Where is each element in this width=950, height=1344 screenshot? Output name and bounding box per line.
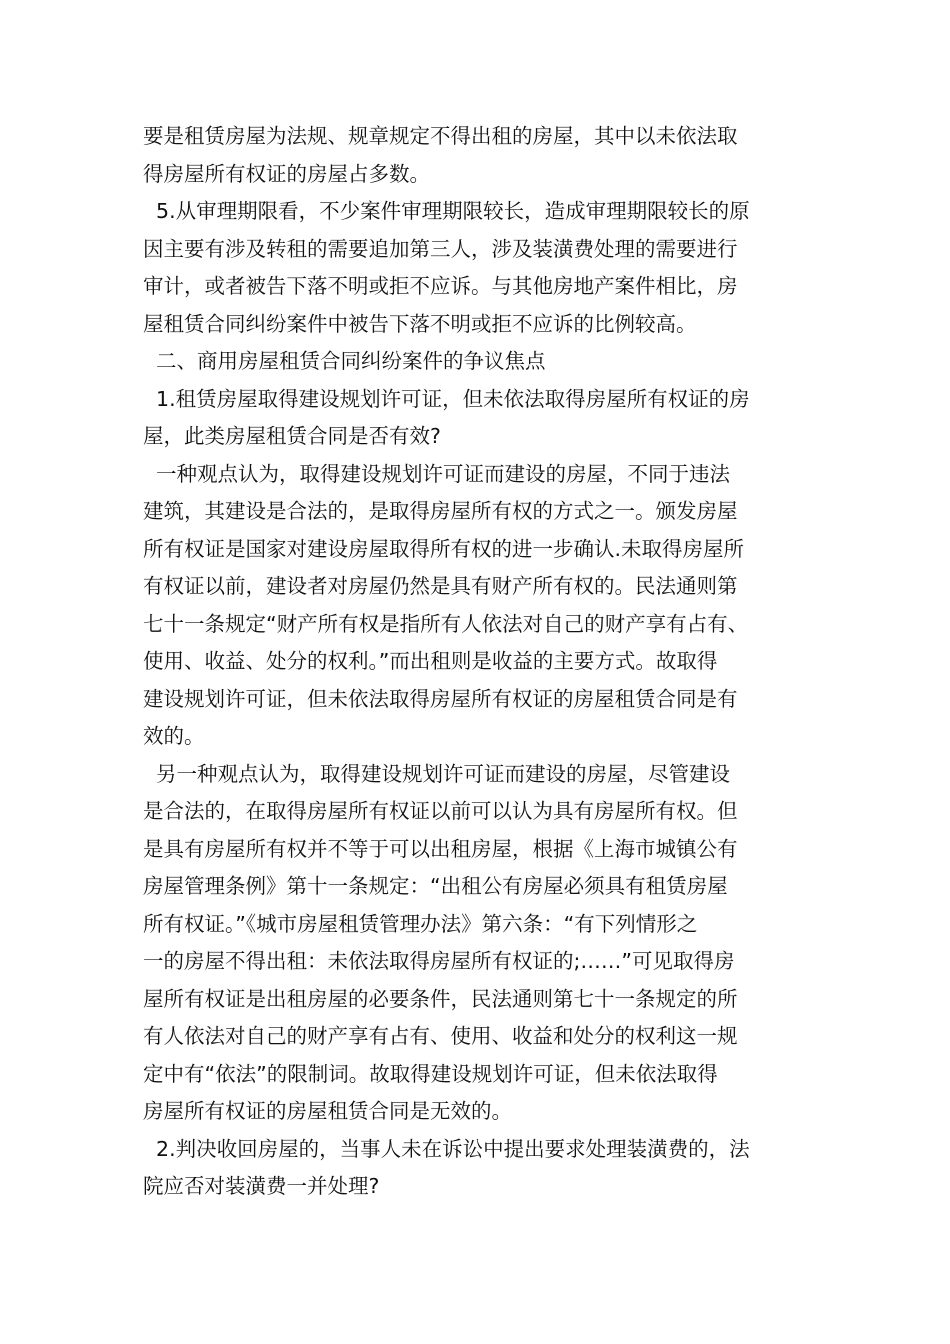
text-line: 1.租赁房屋取得建设规划许可证，但未依法取得房屋所有权证的房 (143, 386, 750, 411)
text-line: 屋所有权证是出租房屋的必要条件，民法通则第七十一条规定的所 (143, 986, 738, 1011)
text-line: 所有权证是国家对建设房屋取得所有权的进一步确认.未取得房屋所 (143, 536, 745, 561)
text-line: 是具有房屋所有权并不等于可以出租房屋，根据《上海市城镇公有 (143, 836, 738, 861)
text-line: 是合法的，在取得房屋所有权证以前可以认为具有房屋所有权。但 (143, 799, 738, 823)
section-heading: 二、商用房屋租赁合同纠纷案件的争议焦点 (143, 349, 546, 373)
text-line: 另一种观点认为，取得建设规划许可证而建设的房屋，尽管建设 (143, 761, 731, 786)
text-line: 要是租赁房屋为法规、规章规定不得出租的房屋，其中以未依法取 (143, 124, 738, 148)
text-line: 有人依法对自己的财产享有占有、使用、收益和处分的权利这一规 (143, 1024, 738, 1048)
text-line: 因主要有涉及转租的需要追加第三人，涉及装潢费处理的需要进行 (143, 236, 738, 261)
text-line: 2.判决收回房屋的，当事人未在诉讼中提出要求处理装潢费的，法 (143, 1136, 750, 1161)
text-line: 使用、收益、处分的权利。”而出租则是收益的主要方式。故取得 (143, 649, 718, 673)
text-line: 5.从审理期限看，不少案件审理期限较长，造成审理期限较长的原 (143, 199, 750, 223)
text-line: 有权证以前，建设者对房屋仍然是具有财产所有权的。民法通则第 (143, 574, 738, 598)
text-line: 院应否对装潢费一并处理? (143, 1174, 380, 1198)
text-line: 效的。 (143, 724, 205, 748)
text-line: 定中有“依法”的限制词。故取得建设规划许可证，但未依法取得 (143, 1061, 718, 1086)
text-line: 审计，或者被告下落不明或拒不应诉。与其他房地产案件相比，房 (143, 274, 738, 298)
text-line: 建设规划许可证，但未依法取得房屋所有权证的房屋租赁合同是有 (143, 686, 738, 711)
text-line: 一种观点认为，取得建设规划许可证而建设的房屋，不同于违法 (143, 461, 731, 486)
text-line: 一的房屋不得出租：未依法取得房屋所有权证的;……”可见取得房 (143, 949, 735, 973)
text-line: 房屋所有权证的房屋租赁合同是无效的。 (143, 1099, 512, 1123)
text-line: 建筑，其建设是合法的，是取得房屋所有权的方式之一。颁发房屋 (143, 499, 738, 523)
document-body (143, 118, 833, 1206)
text-line: 屋，此类房屋租赁合同是否有效? (143, 424, 441, 448)
text-line: 得房屋所有权证的房屋占多数。 (143, 161, 430, 186)
text-line: 所有权证。”《城市房屋租赁管理办法》第六条：“有下列情形之 (143, 911, 698, 936)
text-line: 七十一条规定“财产所有权是指所有人依法对自己的财产享有占有、 (143, 611, 749, 636)
text-line: 房屋管理条例》第十一条规定：“出租公有房屋必须具有租赁房屋 (143, 874, 728, 898)
text-line: 屋租赁合同纠纷案件中被告下落不明或拒不应诉的比例较高。 (143, 311, 697, 336)
